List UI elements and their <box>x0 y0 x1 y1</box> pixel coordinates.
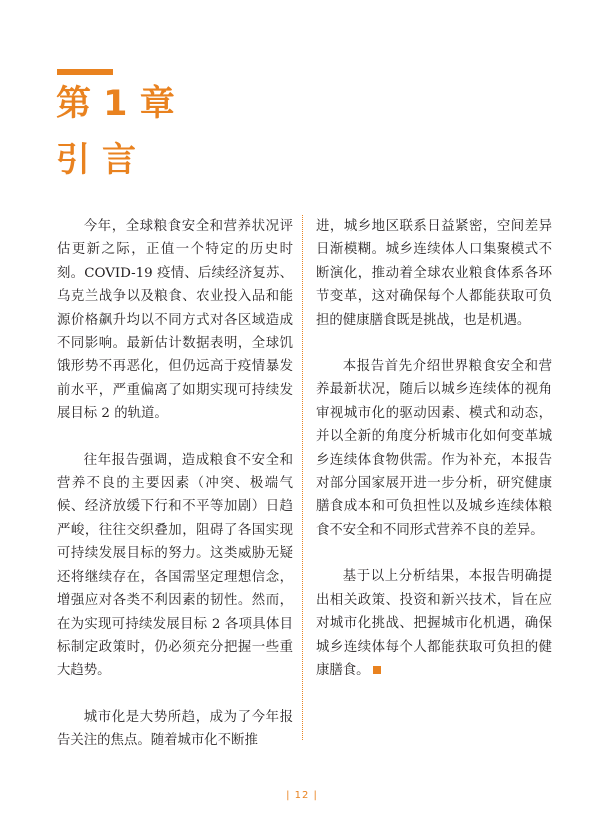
right-text-column <box>316 215 552 682</box>
end-of-chapter-square-icon <box>373 666 381 674</box>
left-text-column <box>57 215 293 753</box>
chapter-title: 引言 <box>56 140 148 180</box>
body-paragraph: 往年报告强调，造成粮食不安全和营养不良的主要因素（冲突、极端气候、经济放缓下行和不平等加剧）日趋严峻，往往交织叠加，阻碍了各国实现可持续发展目标的努力。这类威胁无疑还将继续存在，各国需坚定理想信念，增强应对各类不利因素的韧性。然而，在为实现可持续发展目标 2 各项具体目标制定政策时，仍必须充分把握一些重大趋势。 <box>57 452 293 679</box>
body-paragraph: 城市化是大势所趋，成为了今年报告关注的焦点。随着城市化不断推 <box>57 709 293 749</box>
body-paragraph: 今年，全球粮食安全和营养状况评估更新之际，正值一个特定的历史时刻。COVID-19 疫情、后续经济复苏、乌克兰战争以及粮食、农业投入品和能源价格飙升均以不同方式对各区域造成不同影响。最新估计数据表明，全球饥饿形势不再恶化，但仍远高于疫情暴发前水平，严重偏离了如期实现可持续发展目标 2 的轨道。 <box>57 219 293 422</box>
body-paragraph-text: 基于以上分析结果，本报告明确提出相关政策、投资和新兴技术，旨在应对城市化挑战、把握城市化机遇，确保城乡连续体每个人都能获取可负担的健康膳食。 <box>316 569 552 678</box>
body-paragraph: 本报告首先介绍世界粮食安全和营养最新状况，随后以城乡连续体的视角审视城市化的驱动因素、模式和动态，并以全新的角度分析城市化如何变革城乡连续体食物供需。作为补充，本报告对部分国家展开进一步分析，研究健康膳食成本和可负担性以及城乡连续体粮食不安全和不同形式营养不良的差异。 <box>316 359 552 538</box>
column-divider <box>302 215 303 740</box>
page-number: | 12 | <box>286 790 318 801</box>
body-paragraph: 进，城乡地区联系日益紧密，空间差异日渐模糊。城乡连续体人口集聚模式不断演化，推动着全球农业粮食体系各环节变革，这对确保每个人都能获取可负担的健康膳食既是挑战，也是机遇。 <box>316 219 552 328</box>
body-paragraph-final <box>316 565 552 682</box>
chapter-number: 第 1 章 <box>56 84 175 124</box>
chapter-accent-bar <box>57 69 113 75</box>
